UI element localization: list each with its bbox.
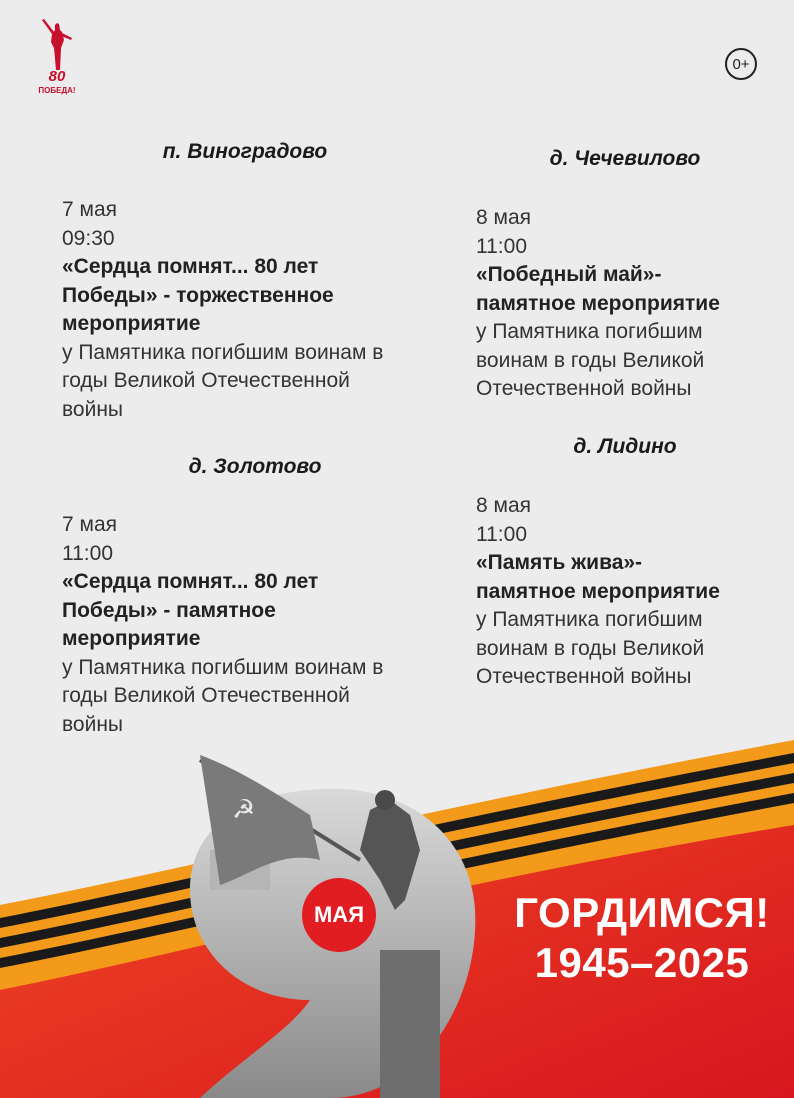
event-block-vinogradovo (62, 196, 442, 424)
event-place-line: войны (62, 397, 124, 421)
event-time: 09:30 (62, 226, 115, 250)
event-time: 11:00 (476, 522, 527, 546)
event-title-line: мероприятие (62, 312, 201, 335)
event-place-line: у Памятника погибшим (476, 608, 703, 631)
event-time: 11:00 (62, 541, 113, 565)
event-title-line: «Память жива»- (476, 551, 643, 574)
may-badge: МАЯ (302, 878, 376, 952)
event-date: 8 мая (476, 494, 532, 517)
event-title-line: «Сердца помнят... 80 лет (62, 570, 319, 593)
slogan-line-years: 1945–2025 (534, 939, 750, 986)
event-place-line: воинам в годы Великой (476, 348, 705, 372)
event-place-line: годы Великой Отечественной (62, 369, 350, 392)
event-title-line: «Сердца помнят... 80 лет (62, 255, 319, 278)
event-place-line: Отечественной войны (476, 377, 692, 400)
event-date: 7 мая (62, 513, 118, 536)
event-place-line: Отечественной войны (476, 665, 692, 688)
slogan-line-proud: ГОРДИМСЯ! (514, 889, 770, 936)
event-title-line: памятное мероприятие (476, 579, 720, 603)
age-rating-badge: 0+ (725, 48, 757, 80)
event-block-lidino (476, 492, 776, 692)
event-place-line: воинам в годы Великой (476, 636, 705, 660)
event-place-line: у Памятника погибшим воинам в (62, 340, 384, 364)
event-time: 11:00 (476, 234, 527, 258)
event-title-line: Победы» - памятное (62, 598, 276, 622)
event-date: 7 мая (62, 198, 118, 221)
village-heading-zolotovo: д. Золотово (188, 455, 322, 478)
logo-word: ПОБЕДА! (38, 86, 76, 95)
event-title-line: Победы» - торжественное (62, 283, 334, 307)
victory-80-logo (34, 18, 80, 100)
logo-number: 80 (48, 68, 66, 85)
motherland-statue-icon (34, 18, 80, 70)
event-place-line: войны (62, 712, 124, 736)
event-place-line: у Памятника погибшим воинам в (62, 655, 384, 679)
event-title-line: мероприятие (62, 627, 201, 650)
hammer-sickle-icon: ☭ (232, 795, 256, 825)
event-date: 8 мая (476, 206, 532, 229)
village-heading-vinogradovo: п. Виноградово (162, 140, 328, 163)
village-heading-chechevilovo: д. Чечевилово (549, 147, 701, 170)
event-title-line: памятное мероприятие (476, 291, 720, 315)
village-heading-lidino: д. Лидино (573, 435, 677, 458)
slogan (512, 888, 772, 988)
event-block-chechevilovo (476, 204, 776, 404)
event-place-line: годы Великой Отечественной (62, 684, 350, 707)
event-title-line: «Победный май»- (476, 263, 662, 286)
event-place-line: у Памятника погибшим (476, 320, 703, 343)
